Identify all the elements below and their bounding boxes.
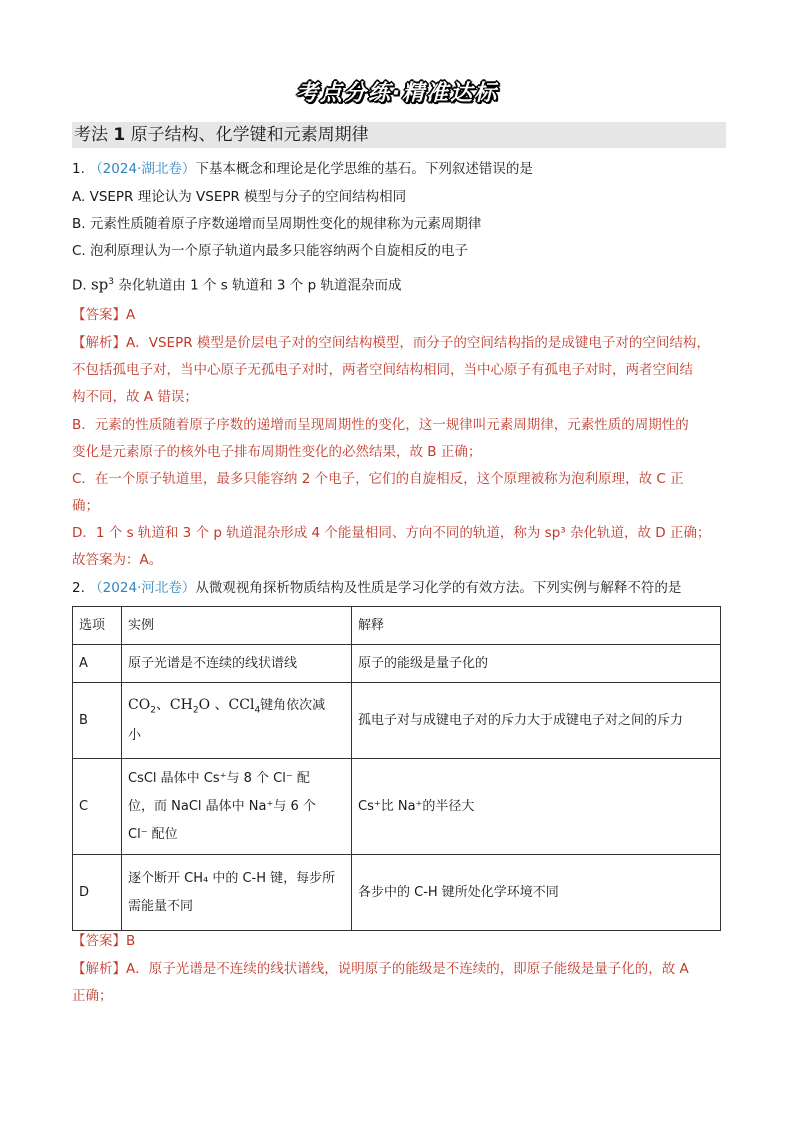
q1-option-d-sp: sp	[90, 275, 109, 294]
formula-ccl4: O 、CCl	[198, 696, 255, 713]
q1-option-a: A. VSEPR 理论认为 VSEPR 模型与分子的空间结构相同	[72, 189, 407, 205]
formula-ccl4-sub: 4	[254, 705, 261, 716]
row-c-example-line-3: Cl⁻ 配位	[128, 826, 178, 842]
row-a-explanation: 原子的能级是量子化的	[352, 645, 721, 683]
table-row	[73, 759, 721, 855]
q1-analysis-line-4: B．元素的性质随着原子序数的递增而呈现周期性的变化，这一规律叫元素周期律，元素性质的周期性的	[72, 417, 689, 433]
row-d-example-line-1: 逐个断开 CH₄ 中的 C-H 键，每步所	[128, 870, 336, 886]
q1-analysis-line-5: 变化是元素原子的核外电子排布周期性变化的必然结果，故 B 正确；	[72, 444, 482, 460]
q1-analysis-line-1	[72, 334, 710, 352]
section-title: 原子结构、化学键和元素周期律	[130, 125, 369, 145]
section-heading	[72, 122, 726, 148]
row-b-explanation: 孤电子对与成键电子对的斥力大于成键电子对之间的斥力	[352, 683, 721, 759]
q1-option-d	[72, 273, 401, 295]
header-example: 实例	[122, 607, 352, 645]
section-prefix: 考法	[74, 125, 108, 145]
q1-analysis-label: 【解析】	[72, 335, 126, 351]
q1-analysis-line-9: 故答案为：A。	[72, 552, 163, 568]
row-c-example-line-1: CsCl 晶体中 Cs⁺与 8 个 Cl⁻ 配	[128, 770, 310, 786]
row-d-example-line-2: 需能量不同	[128, 898, 194, 914]
q2-answer	[72, 932, 135, 950]
table-row	[73, 855, 721, 931]
row-c-example	[122, 759, 352, 855]
header-explanation: 解释	[352, 607, 721, 645]
q1-answer-label: 【答案】	[72, 307, 126, 323]
row-a-option: A	[73, 645, 122, 683]
q1-number: 1.	[72, 161, 85, 177]
q2-analysis-label: 【解析】	[72, 961, 126, 977]
q1-answer	[72, 306, 135, 324]
q1-analysis-line-8: D．1 个 s 轨道和 3 个 p 轨道混杂形成 4 个能量相同、方向不同的轨道，称为 sp³ 杂化轨道，故 D 正确；	[72, 525, 711, 541]
row-b-example	[122, 683, 352, 759]
header-option: 选项	[73, 607, 122, 645]
row-a-example: 原子光谱是不连续的线状谱线	[122, 645, 352, 683]
q1-analysis-line-3: 构不同，故 A 错误；	[72, 389, 198, 405]
q1-option-b: B. 元素性质随着原子序数递增而呈周期性变化的规律称为元素周期律	[72, 216, 482, 232]
q2-answer-label: 【答案】	[72, 933, 126, 949]
q1-option-d-rest: 杂化轨道由 1 个 s 轨道和 3 个 p 轨道混杂而成	[118, 277, 402, 294]
q1-analysis-line-2: 不包括孤电子对，当中心原子无孤电子对时，两者空间结构相同，当中心原子有孤电子对时，两者空间结	[72, 362, 693, 378]
row-c-option: C	[73, 759, 122, 855]
row-d-explanation: 各步中的 C-H 键所处化学环境不同	[352, 855, 721, 931]
formula-co2: CO	[128, 696, 151, 713]
q1-option-d-sup: 3	[108, 277, 115, 287]
q1-stem-text: 下基本概念和理论是化学思维的基石。下列叙述错误的是	[195, 161, 533, 177]
q2-analysis-line-2: 正确；	[72, 988, 113, 1004]
q2-stem-text: 从微观视角探析物质结构及性质是学习化学的有效方法。下列实例与解释不符的是	[195, 580, 682, 596]
table-row	[73, 645, 721, 683]
row-d-option: D	[73, 855, 122, 931]
row-b-example-line-2: 小	[128, 728, 142, 744]
q1-analysis-text-1: A．VSEPR 模型是价层电子对的空间结构模型，而分子的空间结构指的是成键电子对的空间结构，	[126, 335, 710, 351]
q1-answer-value: A	[126, 307, 136, 323]
row-b-example-tail: 键角依次减	[260, 697, 326, 713]
q1-option-c: C. 泡利原理认为一个原子轨道内最多只能容纳两个自旋相反的电子	[72, 243, 469, 259]
q2-source: （2024·河北卷）	[89, 580, 196, 596]
banner-title	[0, 76, 794, 107]
q2-number: 2.	[72, 580, 85, 596]
q2-stem	[72, 579, 681, 597]
row-b-example-line-1	[128, 692, 345, 724]
q2-analysis-line-1	[72, 960, 689, 978]
row-c-example-line-2: 位，而 NaCl 晶体中 Na⁺与 6 个	[128, 798, 316, 814]
section-number: 1	[113, 125, 126, 145]
q2-analysis-text-1: A．原子光谱是不连续的线状谱线，说明原子的能级是不连续的，即原子能级是量子化的，故 A	[126, 961, 689, 977]
row-c-explanation: Cs⁺比 Na⁺的半径大	[352, 759, 721, 855]
q1-analysis-line-6: C．在一个原子轨道里，最多只能容纳 2 个电子，它们的自旋相反，这个原理被称为泡利原理，故 C 正	[72, 471, 684, 487]
q1-source: （2024·湖北卷）	[89, 161, 196, 177]
formula-ch2o-sub: 2	[192, 705, 199, 716]
table-row	[73, 683, 721, 759]
table-header-row	[73, 607, 721, 645]
row-b-option: B	[73, 683, 122, 759]
formula-ch2o: 、CH	[155, 696, 193, 713]
row-d-example	[122, 855, 352, 931]
formula-co2-sub: 2	[150, 705, 156, 716]
q2-table	[72, 606, 721, 931]
q1-analysis-line-7: 确；	[72, 498, 99, 514]
q1-stem	[72, 160, 533, 178]
banner-title-text: 考点分练·精准达标	[295, 81, 499, 106]
q2-answer-value: B	[126, 933, 136, 949]
q1-option-d-prefix: D.	[72, 277, 87, 294]
